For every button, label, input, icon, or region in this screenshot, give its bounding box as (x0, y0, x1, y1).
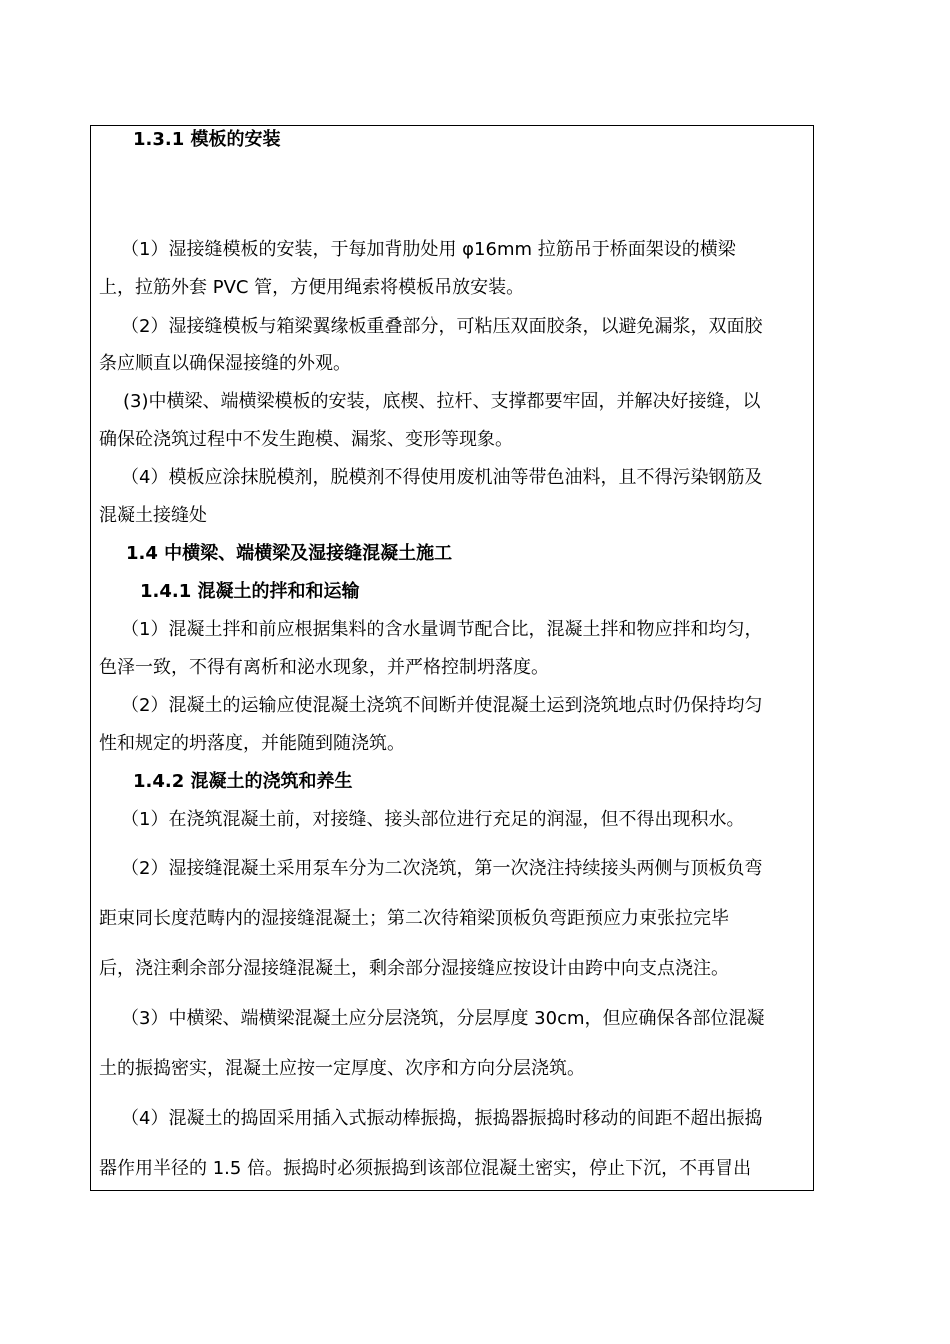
paragraph-line: 混凝土接缝处 (99, 505, 207, 526)
heading-1-4-1: 1.4.1 混凝土的拌和和运输 (140, 581, 360, 602)
paragraph-line: 距束同长度范畴内的湿接缝混凝土；第二次待箱梁顶板负弯距预应力束张拉完毕 (99, 908, 729, 929)
paragraph-line: （2）湿接缝混凝土采用泵车分为二次浇筑，第一次浇注持续接头两侧与顶板负弯 (121, 858, 763, 879)
paragraph-line: （1）混凝土拌和前应根据集料的含水量调节配合比，混凝土拌和物应拌和均匀， (121, 619, 763, 640)
paragraph-line: （1）在浇筑混凝土前，对接缝、接头部位进行充足的润湿，但不得出现积水。 (121, 809, 745, 830)
heading-1-3-1: 1.3.1 模板的安装 (133, 129, 281, 150)
paragraph-line: 条应顺直以确保湿接缝的外观。 (99, 353, 351, 374)
paragraph-line: （2）湿接缝模板与箱梁翼缘板重叠部分，可粘压双面胶条，以避免漏浆，双面胶 (121, 316, 763, 337)
paragraph-line: （1）湿接缝模板的安装，于每加背肋处用 φ16mm 拉筋吊于桥面架设的横梁 (121, 239, 736, 260)
paragraph-line: 后，浇注剩余部分湿接缝混凝土，剩余部分湿接缝应按设计由跨中向支点浇注。 (99, 958, 729, 979)
paragraph-line: 器作用半径的 1.5 倍。振捣时必须振捣到该部位混凝土密实，停止下沉，不再冒出 (99, 1158, 752, 1179)
heading-1-4: 1.4 中横梁、端横梁及湿接缝混凝土施工 (126, 543, 453, 564)
paragraph-line: （2）混凝土的运输应使混凝土浇筑不间断并使混凝土运到浇筑地点时仍保持均匀 (121, 695, 763, 716)
paragraph-line: 色泽一致，不得有离析和泌水现象，并严格控制坍落度。 (99, 657, 549, 678)
document-frame (90, 125, 814, 1191)
paragraph-line: 土的振捣密实，混凝土应按一定厚度、次序和方向分层浇筑。 (99, 1058, 585, 1079)
paragraph-line: （4）模板应涂抹脱模剂，脱模剂不得使用废机油等带色油料，且不得污染钢筋及 (121, 467, 763, 488)
paragraph-line: （3）中横梁、端横梁混凝土应分层浇筑，分层厚度 30cm，但应确保各部位混凝 (121, 1008, 765, 1029)
paragraph-line: 上，拉筋外套 PVC 管，方便用绳索将模板吊放安装。 (99, 277, 525, 298)
paragraph-line: 性和规定的坍落度，并能随到随浇筑。 (99, 733, 405, 754)
paragraph-line: (3)中横梁、端横梁模板的安装，底楔、拉杆、支撑都要牢固，并解决好接缝，以 (123, 391, 761, 412)
heading-1-4-2: 1.4.2 混凝土的浇筑和养生 (133, 771, 353, 792)
paragraph-line: （4）混凝土的捣固采用插入式振动棒振捣，振捣器振捣时移动的间距不超出振捣 (121, 1108, 763, 1129)
paragraph-line: 确保砼浇筑过程中不发生跑模、漏浆、变形等现象。 (99, 429, 513, 450)
